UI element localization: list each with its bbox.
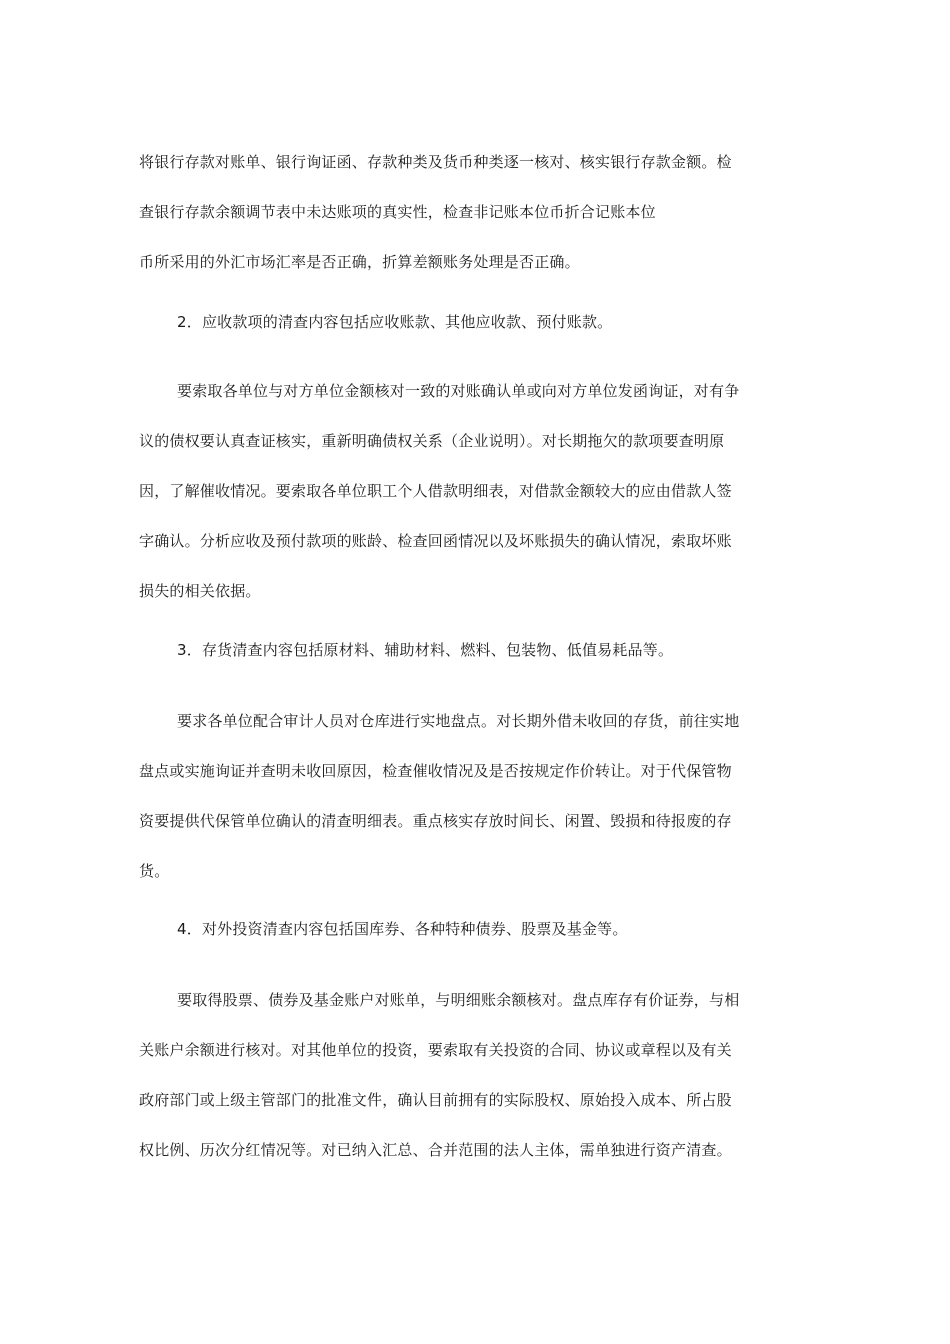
paragraph-line: 损失的相关依据。	[139, 582, 261, 600]
paragraph-line: 关账户余额进行核对。对其他单位的投资，要索取有关投资的合同、协议或章程以及有关	[139, 1041, 732, 1059]
paragraph-line: 资要提供代保管单位确认的清查明细表。重点核实存放时间长、闲置、毁损和待报废的存	[139, 812, 732, 830]
paragraph-line: 要取得股票、债券及基金账户对账单，与明细账余额核对。盘点库存有价证券，与相	[177, 991, 740, 1009]
paragraph-line: 币所采用的外汇市场汇率是否正确，折算差额账务处理是否正确。	[139, 253, 580, 271]
paragraph-line: 查银行存款余额调节表中未达账项的真实性，检查非记账本位币折合记账本位	[139, 203, 656, 221]
paragraph-line: 因，了解催收情况。要索取各单位职工个人借款明细表，对借款金额较大的应由借款人签	[139, 482, 732, 500]
paragraph-line: 要索取各单位与对方单位金额核对一致的对账确认单或向对方单位发函询证，对有争	[177, 382, 740, 400]
section-heading-4: 4．对外投资清查内容包括国库券、各种特种债券、股票及基金等。	[177, 920, 628, 938]
paragraph-line: 政府部门或上级主管部门的批准文件，确认目前拥有的实际股权、原始投入成本、所占股	[139, 1091, 732, 1109]
paragraph-line: 议的债权要认真查证核实，重新明确债权关系（企业说明）。对长期拖欠的款项要查明原	[139, 432, 725, 450]
paragraph-line: 将银行存款对账单、银行询证函、存款种类及货币种类逐一核对、核实银行存款金额。检	[139, 153, 732, 171]
paragraph-line: 权比例、历次分红情况等。对已纳入汇总、合并范围的法人主体，需单独进行资产清查。	[139, 1141, 732, 1159]
paragraph-line: 字确认。分析应收及预付款项的账龄、检查回函情况以及坏账损失的确认情况，索取坏账	[139, 532, 732, 550]
paragraph-line: 货。	[139, 862, 170, 880]
section-heading-3: 3．存货清查内容包括原材料、辅助材料、燃料、包装物、低值易耗品等。	[177, 641, 674, 659]
paragraph-line: 要求各单位配合审计人员对仓库进行实地盘点。对长期外借未收回的存货，前往实地	[177, 712, 740, 730]
section-heading-2: 2．应收款项的清查内容包括应收账款、其他应收款、预付账款。	[177, 313, 613, 331]
paragraph-line: 盘点或实施询证并查明未收回原因，检查催收情况及是否按规定作价转让。对于代保管物	[139, 762, 732, 780]
